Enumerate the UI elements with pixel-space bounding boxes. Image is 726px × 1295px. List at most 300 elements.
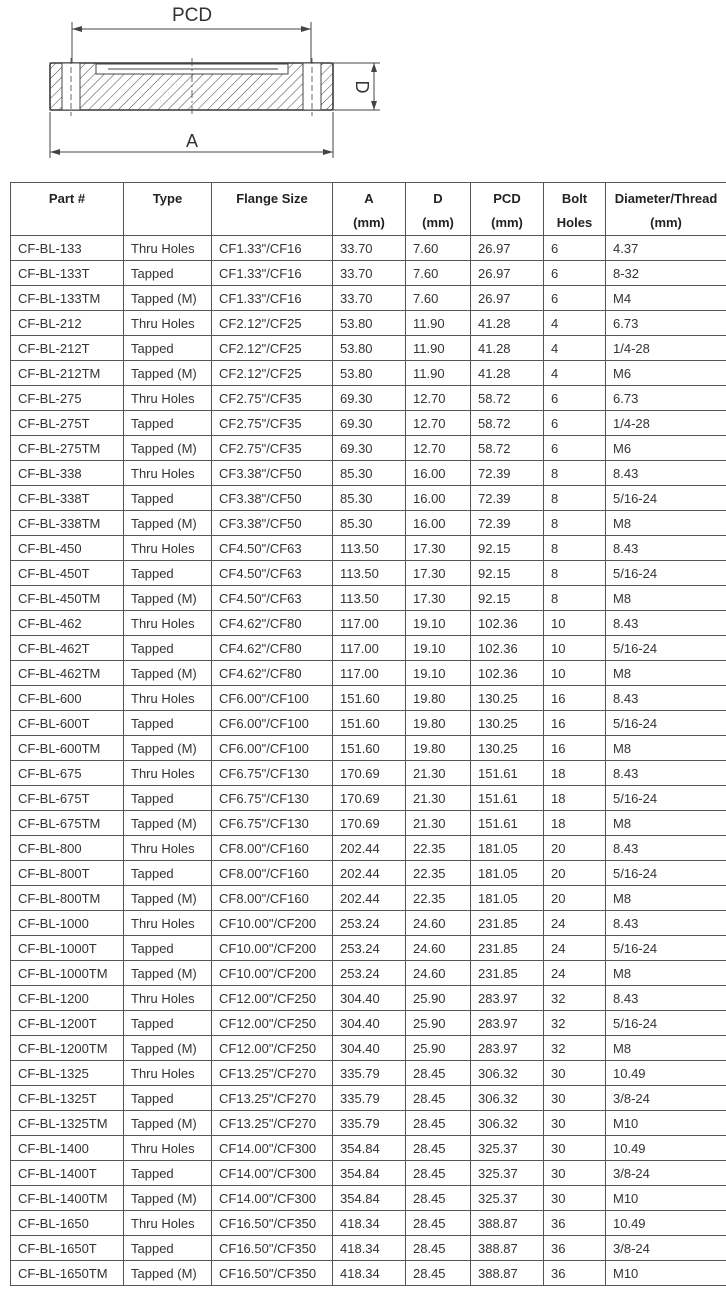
cell-part-number: CF-BL-212	[11, 311, 124, 336]
cell-flange-size: CF2.12"/CF25	[212, 311, 333, 336]
table-row	[11, 1036, 726, 1061]
cell-bolt-holes: 16	[544, 736, 606, 761]
cell-bolt-holes: 18	[544, 786, 606, 811]
cell-type: Thru Holes	[124, 836, 212, 861]
cell-bolt-holes: 36	[544, 1261, 606, 1286]
cell-flange-size: CF2.75"/CF35	[212, 411, 333, 436]
cell-type: Thru Holes	[124, 686, 212, 711]
cell-diameter-thread: 8.43	[606, 611, 726, 636]
cell-part-number: CF-BL-1650TM	[11, 1261, 124, 1286]
cell-type: Thru Holes	[124, 461, 212, 486]
cell-d-mm: 22.35	[406, 886, 471, 911]
cell-a-mm: 253.24	[333, 936, 406, 961]
cell-bolt-holes: 10	[544, 611, 606, 636]
cell-part-number: CF-BL-450TM	[11, 586, 124, 611]
cell-diameter-thread: M10	[606, 1261, 726, 1286]
cell-flange-size: CF2.75"/CF35	[212, 386, 333, 411]
cell-bolt-holes: 8	[544, 511, 606, 536]
cell-bolt-holes: 30	[544, 1111, 606, 1136]
cell-type: Tapped	[124, 1236, 212, 1261]
cell-flange-size: CF4.62"/CF80	[212, 611, 333, 636]
cell-type: Tapped	[124, 1011, 212, 1036]
d-dimension	[333, 63, 380, 110]
header-part-number	[11, 183, 124, 236]
cell-pcd-mm: 151.61	[471, 786, 544, 811]
header-diameter-thread	[606, 183, 726, 236]
cell-a-mm: 117.00	[333, 636, 406, 661]
table-row	[11, 961, 726, 986]
cell-diameter-thread: M8	[606, 886, 726, 911]
cell-diameter-thread: M8	[606, 511, 726, 536]
cell-type: Tapped	[124, 486, 212, 511]
header-unit: (mm)	[650, 215, 682, 230]
cell-pcd-mm: 388.87	[471, 1261, 544, 1286]
cell-flange-size: CF6.00"/CF100	[212, 711, 333, 736]
table-row	[11, 386, 726, 411]
cell-d-mm: 16.00	[406, 461, 471, 486]
cell-d-mm: 28.45	[406, 1161, 471, 1186]
cell-bolt-holes: 20	[544, 836, 606, 861]
cell-d-mm: 24.60	[406, 911, 471, 936]
cell-part-number: CF-BL-212T	[11, 336, 124, 361]
cell-flange-size: CF12.00"/CF250	[212, 986, 333, 1011]
cell-part-number: CF-BL-462T	[11, 636, 124, 661]
header-label: Flange Size	[236, 191, 308, 206]
table-header-row	[11, 183, 726, 236]
table-row	[11, 911, 726, 936]
cell-type: Thru Holes	[124, 386, 212, 411]
cell-d-mm: 19.10	[406, 636, 471, 661]
cell-pcd-mm: 283.97	[471, 1036, 544, 1061]
cell-bolt-holes: 6	[544, 236, 606, 261]
cell-part-number: CF-BL-133TM	[11, 286, 124, 311]
cell-type: Tapped (M)	[124, 1186, 212, 1211]
cell-part-number: CF-BL-675TM	[11, 811, 124, 836]
table-row	[11, 1186, 726, 1211]
cell-d-mm: 19.80	[406, 736, 471, 761]
cell-type: Tapped (M)	[124, 886, 212, 911]
cell-pcd-mm: 231.85	[471, 911, 544, 936]
d-label: D	[352, 80, 372, 94]
pcd-label: PCD	[171, 5, 213, 26]
cell-a-mm: 85.30	[333, 461, 406, 486]
cell-a-mm: 33.70	[333, 261, 406, 286]
cell-pcd-mm: 306.32	[471, 1061, 544, 1086]
cell-d-mm: 11.90	[406, 336, 471, 361]
table-row	[11, 886, 726, 911]
cell-type: Tapped	[124, 561, 212, 586]
cell-part-number: CF-BL-600T	[11, 711, 124, 736]
table-row	[11, 1161, 726, 1186]
cell-a-mm: 85.30	[333, 486, 406, 511]
table-row	[11, 286, 726, 311]
cell-d-mm: 22.35	[406, 861, 471, 886]
cell-diameter-thread: 1/4-28	[606, 411, 726, 436]
cell-bolt-holes: 18	[544, 811, 606, 836]
cell-bolt-holes: 30	[544, 1186, 606, 1211]
cell-bolt-holes: 20	[544, 861, 606, 886]
cell-d-mm: 17.30	[406, 536, 471, 561]
cell-pcd-mm: 388.87	[471, 1211, 544, 1236]
cell-d-mm: 19.80	[406, 711, 471, 736]
cell-bolt-holes: 6	[544, 261, 606, 286]
cell-d-mm: 24.60	[406, 961, 471, 986]
cell-type: Thru Holes	[124, 536, 212, 561]
table-row	[11, 686, 726, 711]
cell-flange-size: CF6.75"/CF130	[212, 786, 333, 811]
table-row	[11, 1211, 726, 1236]
cell-a-mm: 53.80	[333, 336, 406, 361]
cell-flange-size: CF14.00"/CF300	[212, 1136, 333, 1161]
cell-d-mm: 25.90	[406, 1011, 471, 1036]
table-row	[11, 1261, 726, 1286]
cell-a-mm: 69.30	[333, 386, 406, 411]
table-row	[11, 1111, 726, 1136]
cell-d-mm: 16.00	[406, 486, 471, 511]
cell-d-mm: 7.60	[406, 286, 471, 311]
cell-flange-size: CF2.75"/CF35	[212, 436, 333, 461]
cell-d-mm: 28.45	[406, 1186, 471, 1211]
cell-bolt-holes: 8	[544, 561, 606, 586]
cell-a-mm: 354.84	[333, 1186, 406, 1211]
cell-type: Thru Holes	[124, 986, 212, 1011]
cell-diameter-thread: 3/8-24	[606, 1236, 726, 1261]
cell-diameter-thread: M8	[606, 811, 726, 836]
cell-type: Tapped	[124, 261, 212, 286]
cell-pcd-mm: 151.61	[471, 811, 544, 836]
cell-a-mm: 53.80	[333, 361, 406, 386]
cell-bolt-holes: 30	[544, 1136, 606, 1161]
cell-type: Tapped (M)	[124, 1261, 212, 1286]
cell-part-number: CF-BL-1400T	[11, 1161, 124, 1186]
cell-a-mm: 85.30	[333, 511, 406, 536]
cell-part-number: CF-BL-1000	[11, 911, 124, 936]
cell-d-mm: 7.60	[406, 236, 471, 261]
cell-flange-size: CF3.38"/CF50	[212, 461, 333, 486]
cell-pcd-mm: 181.05	[471, 836, 544, 861]
header-unit: (mm)	[353, 215, 385, 230]
cell-type: Tapped	[124, 711, 212, 736]
cell-pcd-mm: 41.28	[471, 336, 544, 361]
cell-flange-size: CF13.25"/CF270	[212, 1061, 333, 1086]
cell-diameter-thread: 10.49	[606, 1061, 726, 1086]
cell-a-mm: 151.60	[333, 736, 406, 761]
cell-pcd-mm: 58.72	[471, 386, 544, 411]
cell-diameter-thread: M4	[606, 286, 726, 311]
cell-a-mm: 354.84	[333, 1136, 406, 1161]
pcd-dimension	[72, 5, 311, 64]
cell-diameter-thread: 6.73	[606, 386, 726, 411]
cell-diameter-thread: 5/16-24	[606, 486, 726, 511]
cell-pcd-mm: 130.25	[471, 711, 544, 736]
cell-flange-size: CF4.62"/CF80	[212, 661, 333, 686]
cell-diameter-thread: 3/8-24	[606, 1086, 726, 1111]
cell-type: Tapped (M)	[124, 586, 212, 611]
cell-a-mm: 117.00	[333, 661, 406, 686]
header-label: PCD	[493, 191, 521, 206]
cell-flange-size: CF6.00"/CF100	[212, 686, 333, 711]
cell-part-number: CF-BL-800TM	[11, 886, 124, 911]
header-label: A	[364, 191, 374, 206]
table-row	[11, 986, 726, 1011]
cell-a-mm: 117.00	[333, 611, 406, 636]
cell-a-mm: 418.34	[333, 1261, 406, 1286]
cell-diameter-thread: M10	[606, 1111, 726, 1136]
cell-diameter-thread: 8.43	[606, 761, 726, 786]
cell-flange-size: CF14.00"/CF300	[212, 1161, 333, 1186]
cell-a-mm: 69.30	[333, 411, 406, 436]
cell-part-number: CF-BL-675	[11, 761, 124, 786]
cell-bolt-holes: 16	[544, 711, 606, 736]
cell-diameter-thread: 10.49	[606, 1136, 726, 1161]
cell-bolt-holes: 4	[544, 336, 606, 361]
cell-bolt-holes: 10	[544, 636, 606, 661]
table-row	[11, 311, 726, 336]
cell-pcd-mm: 231.85	[471, 936, 544, 961]
cell-part-number: CF-BL-1400TM	[11, 1186, 124, 1211]
cell-d-mm: 17.30	[406, 586, 471, 611]
header-label: Type	[152, 191, 183, 206]
table-row	[11, 486, 726, 511]
cell-flange-size: CF8.00"/CF160	[212, 886, 333, 911]
header-type	[124, 183, 212, 236]
cell-d-mm: 12.70	[406, 436, 471, 461]
cell-pcd-mm: 72.39	[471, 461, 544, 486]
cell-type: Tapped (M)	[124, 511, 212, 536]
cell-pcd-mm: 231.85	[471, 961, 544, 986]
cell-flange-size: CF3.38"/CF50	[212, 511, 333, 536]
cell-part-number: CF-BL-800	[11, 836, 124, 861]
cell-d-mm: 28.45	[406, 1061, 471, 1086]
flange-cross-section-drawing	[0, 0, 726, 175]
cell-part-number: CF-BL-133	[11, 236, 124, 261]
cell-diameter-thread: 8.43	[606, 686, 726, 711]
cell-type: Tapped (M)	[124, 961, 212, 986]
cell-diameter-thread: 8.43	[606, 986, 726, 1011]
table-row	[11, 236, 726, 261]
cell-bolt-holes: 36	[544, 1236, 606, 1261]
cell-diameter-thread: 8.43	[606, 911, 726, 936]
cell-flange-size: CF2.12"/CF25	[212, 361, 333, 386]
cell-flange-size: CF1.33"/CF16	[212, 286, 333, 311]
cell-type: Thru Holes	[124, 311, 212, 336]
cell-d-mm: 28.45	[406, 1236, 471, 1261]
table-row	[11, 1136, 726, 1161]
cell-part-number: CF-BL-462	[11, 611, 124, 636]
cell-type: Tapped (M)	[124, 361, 212, 386]
cell-bolt-holes: 8	[544, 461, 606, 486]
cell-pcd-mm: 102.36	[471, 611, 544, 636]
cell-a-mm: 113.50	[333, 561, 406, 586]
cell-part-number: CF-BL-212TM	[11, 361, 124, 386]
cell-part-number: CF-BL-275	[11, 386, 124, 411]
cell-flange-size: CF4.50"/CF63	[212, 586, 333, 611]
table-row	[11, 1011, 726, 1036]
cell-flange-size: CF10.00"/CF200	[212, 911, 333, 936]
cell-a-mm: 304.40	[333, 986, 406, 1011]
cell-part-number: CF-BL-1400	[11, 1136, 124, 1161]
header-d-mm	[406, 183, 471, 236]
cell-type: Tapped	[124, 411, 212, 436]
a-dimension	[50, 112, 333, 158]
cell-pcd-mm: 181.05	[471, 886, 544, 911]
table-row	[11, 536, 726, 561]
cell-pcd-mm: 102.36	[471, 661, 544, 686]
cell-diameter-thread: 8.43	[606, 461, 726, 486]
cell-part-number: CF-BL-1650	[11, 1211, 124, 1236]
cell-bolt-holes: 4	[544, 311, 606, 336]
cell-a-mm: 335.79	[333, 1061, 406, 1086]
cell-d-mm: 11.90	[406, 361, 471, 386]
header-a-mm	[333, 183, 406, 236]
table-row	[11, 436, 726, 461]
cell-pcd-mm: 26.97	[471, 261, 544, 286]
cell-diameter-thread: 8-32	[606, 261, 726, 286]
cell-part-number: CF-BL-1325T	[11, 1086, 124, 1111]
header-unit: (mm)	[422, 215, 454, 230]
cell-a-mm: 354.84	[333, 1161, 406, 1186]
cell-type: Tapped	[124, 786, 212, 811]
cell-diameter-thread: 5/16-24	[606, 861, 726, 886]
cell-diameter-thread: 8.43	[606, 836, 726, 861]
cell-part-number: CF-BL-275TM	[11, 436, 124, 461]
cell-flange-size: CF4.50"/CF63	[212, 536, 333, 561]
cell-d-mm: 28.45	[406, 1261, 471, 1286]
table-row	[11, 1086, 726, 1111]
cell-flange-size: CF6.75"/CF130	[212, 811, 333, 836]
cell-d-mm: 21.30	[406, 811, 471, 836]
cell-bolt-holes: 4	[544, 361, 606, 386]
cell-pcd-mm: 130.25	[471, 736, 544, 761]
cell-a-mm: 33.70	[333, 286, 406, 311]
cell-d-mm: 28.45	[406, 1111, 471, 1136]
cell-part-number: CF-BL-675T	[11, 786, 124, 811]
cell-pcd-mm: 26.97	[471, 236, 544, 261]
table-body	[11, 236, 726, 1286]
cell-pcd-mm: 72.39	[471, 486, 544, 511]
cell-a-mm: 418.34	[333, 1236, 406, 1261]
cell-diameter-thread: 3/8-24	[606, 1161, 726, 1186]
cell-flange-size: CF2.12"/CF25	[212, 336, 333, 361]
cell-d-mm: 16.00	[406, 511, 471, 536]
table-row	[11, 836, 726, 861]
cell-diameter-thread: 5/16-24	[606, 1011, 726, 1036]
cell-flange-size: CF8.00"/CF160	[212, 861, 333, 886]
cell-type: Tapped (M)	[124, 1111, 212, 1136]
cell-flange-size: CF14.00"/CF300	[212, 1186, 333, 1211]
cell-type: Tapped (M)	[124, 286, 212, 311]
cell-flange-size: CF4.62"/CF80	[212, 636, 333, 661]
cell-flange-size: CF1.33"/CF16	[212, 236, 333, 261]
cell-type: Tapped	[124, 1086, 212, 1111]
table-row	[11, 461, 726, 486]
cell-a-mm: 113.50	[333, 536, 406, 561]
table-row	[11, 361, 726, 386]
cell-flange-size: CF16.50"/CF350	[212, 1211, 333, 1236]
cell-flange-size: CF16.50"/CF350	[212, 1261, 333, 1286]
cell-pcd-mm: 58.72	[471, 436, 544, 461]
table-row	[11, 661, 726, 686]
cell-type: Tapped	[124, 636, 212, 661]
table-row	[11, 861, 726, 886]
cell-a-mm: 304.40	[333, 1036, 406, 1061]
cell-part-number: CF-BL-1650T	[11, 1236, 124, 1261]
flange-spec-table	[10, 182, 726, 1286]
table-row	[11, 811, 726, 836]
cell-pcd-mm: 325.37	[471, 1161, 544, 1186]
table-row	[11, 586, 726, 611]
cell-part-number: CF-BL-1200T	[11, 1011, 124, 1036]
cell-diameter-thread: 5/16-24	[606, 561, 726, 586]
cell-part-number: CF-BL-338	[11, 461, 124, 486]
cell-type: Tapped (M)	[124, 811, 212, 836]
cell-flange-size: CF6.75"/CF130	[212, 761, 333, 786]
cell-pcd-mm: 306.32	[471, 1086, 544, 1111]
cell-bolt-holes: 24	[544, 961, 606, 986]
cell-part-number: CF-BL-1200TM	[11, 1036, 124, 1061]
cell-part-number: CF-BL-133T	[11, 261, 124, 286]
cell-a-mm: 170.69	[333, 811, 406, 836]
header-unit: (mm)	[491, 215, 523, 230]
cell-pcd-mm: 283.97	[471, 986, 544, 1011]
cell-type: Thru Holes	[124, 761, 212, 786]
cell-d-mm: 25.90	[406, 1036, 471, 1061]
cell-part-number: CF-BL-600	[11, 686, 124, 711]
a-label: A	[185, 131, 199, 151]
cell-part-number: CF-BL-450T	[11, 561, 124, 586]
cell-pcd-mm: 283.97	[471, 1011, 544, 1036]
cell-pcd-mm: 388.87	[471, 1236, 544, 1261]
cell-diameter-thread: M10	[606, 1186, 726, 1211]
cell-bolt-holes: 24	[544, 911, 606, 936]
cell-type: Tapped (M)	[124, 736, 212, 761]
cell-bolt-holes: 6	[544, 286, 606, 311]
cell-a-mm: 170.69	[333, 786, 406, 811]
cell-flange-size: CF10.00"/CF200	[212, 936, 333, 961]
table-row	[11, 761, 726, 786]
cell-pcd-mm: 58.72	[471, 411, 544, 436]
cell-a-mm: 335.79	[333, 1111, 406, 1136]
cell-flange-size: CF12.00"/CF250	[212, 1011, 333, 1036]
cell-type: Tapped	[124, 936, 212, 961]
cell-diameter-thread: 6.73	[606, 311, 726, 336]
cell-type: Thru Holes	[124, 236, 212, 261]
cell-a-mm: 304.40	[333, 1011, 406, 1036]
cell-a-mm: 151.60	[333, 711, 406, 736]
header-label: Diameter/Thread	[614, 191, 718, 206]
cell-part-number: CF-BL-338TM	[11, 511, 124, 536]
cell-pcd-mm: 130.25	[471, 686, 544, 711]
header-label: Part #	[48, 191, 86, 206]
cell-part-number: CF-BL-1000TM	[11, 961, 124, 986]
cell-part-number: CF-BL-462TM	[11, 661, 124, 686]
cell-bolt-holes: 8	[544, 536, 606, 561]
cell-bolt-holes: 30	[544, 1161, 606, 1186]
cell-a-mm: 253.24	[333, 911, 406, 936]
cell-part-number: CF-BL-338T	[11, 486, 124, 511]
cell-d-mm: 12.70	[406, 386, 471, 411]
cell-bolt-holes: 32	[544, 986, 606, 1011]
cell-part-number: CF-BL-1325TM	[11, 1111, 124, 1136]
cell-d-mm: 22.35	[406, 836, 471, 861]
cell-d-mm: 19.80	[406, 686, 471, 711]
cell-a-mm: 253.24	[333, 961, 406, 986]
cell-d-mm: 28.45	[406, 1211, 471, 1236]
cell-flange-size: CF8.00"/CF160	[212, 836, 333, 861]
table-row	[11, 261, 726, 286]
cell-flange-size: CF12.00"/CF250	[212, 1036, 333, 1061]
table-row	[11, 636, 726, 661]
